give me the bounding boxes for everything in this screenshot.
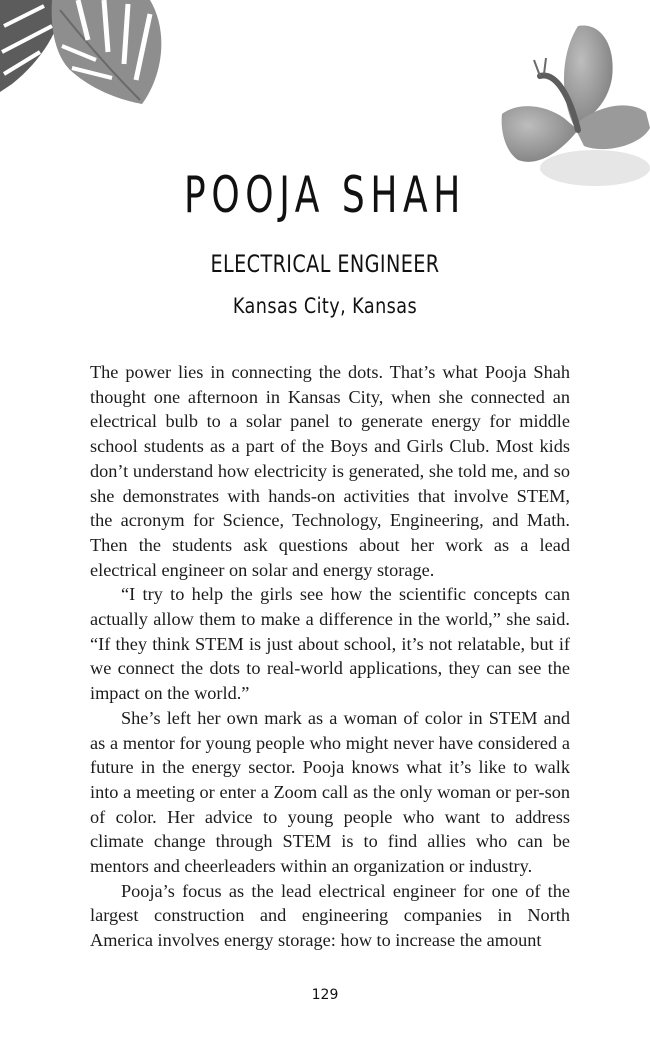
page-number: 129 (311, 987, 339, 1003)
monstera-leaf-icon (0, 0, 170, 120)
body-paragraph: The power lies in connecting the dots. That’s what Pooja Shah thought one afternoon in Kansas City, when she connected an electrical bulb to a solar panel to generate energy for middle school students as a part of the Boys and Girls Club. Most kids don’t understand how electricity is generated, she told me, and so she demonstrates with hands-on activities that involve STEM, the acronym for Science, Technology, Engineering, and Math. Then the students ask questions about her work as a lead electrical engineer on solar and energy storage. (90, 362, 570, 580)
location-label: Kansas City, Kansas (232, 294, 418, 318)
body-paragraph: Pooja’s focus as the lead electrical engineer for one of the largest construction and engineering companies in North America involves energy storage: how to increase the amount (90, 880, 570, 951)
body-paragraph: “I try to help the girls see how the scientific concepts can actually allow them to make a difference in the world,” she said. “If they think STEM is just about school, it’s not relatable, but if we connect the dots to real-world applications, they can see the impact on the world.” (90, 584, 570, 704)
person-name-title: POOJA SHAH (184, 166, 466, 224)
job-title: ELECTRICAL ENGINEER (210, 250, 440, 278)
article-body (90, 360, 570, 953)
body-paragraph: She’s left her own mark as a woman of color in STEM and as a mentor for young people who might never have considered a future in the energy sector. Pooja knows what it’s like to walk into a meeting or enter a Zoom call as the only woman or per-son of color. Her advice to young people who want to address climate change through STEM is to find allies who can be mentors and cheerleaders within an organization or industry. (90, 707, 570, 877)
